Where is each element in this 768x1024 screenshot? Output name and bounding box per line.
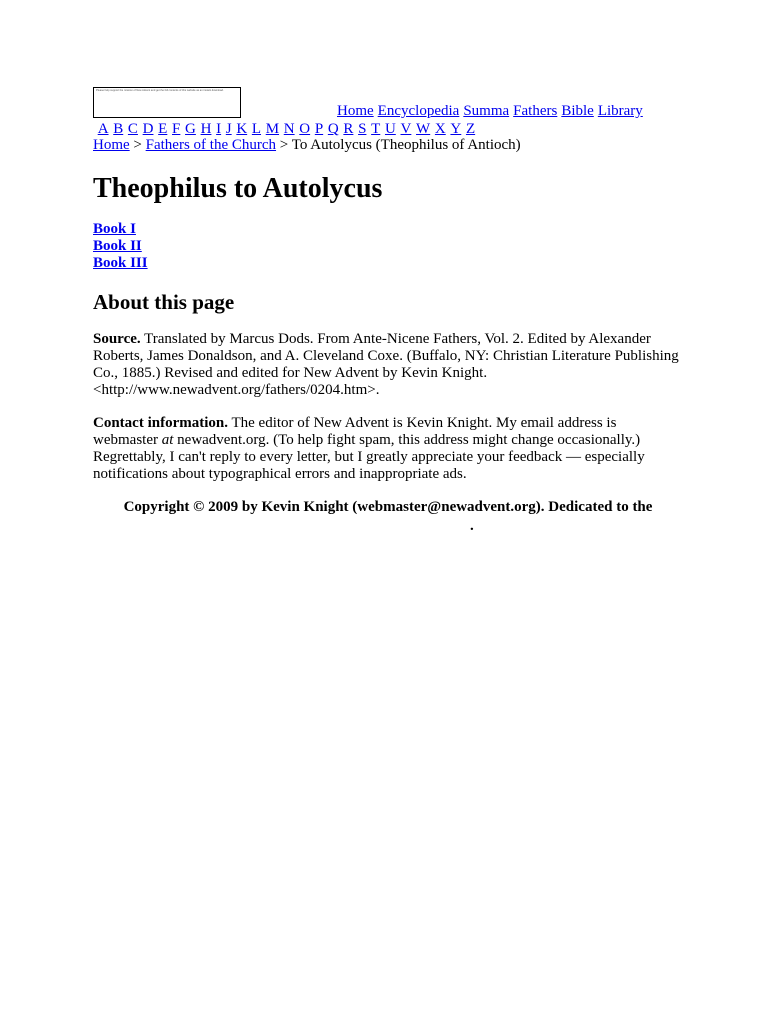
book-list <box>93 221 148 272</box>
breadcrumb <box>93 137 521 154</box>
nav-encyclopedia-link[interactable]: Encyclopedia <box>377 103 460 119</box>
alphabet-link-n[interactable]: N <box>283 121 295 137</box>
source-label: Source. <box>93 331 141 347</box>
alphabet-link-t[interactable]: T <box>371 121 381 137</box>
alphabet-link-z[interactable]: Z <box>465 121 476 137</box>
about-heading: About this page <box>93 290 235 314</box>
nav-library-link[interactable]: Library <box>597 103 643 119</box>
contact-label: Contact information. <box>93 415 228 431</box>
alphabet-index <box>93 121 475 138</box>
nav-bible-link[interactable]: Bible <box>561 103 594 119</box>
alphabet-link-u[interactable]: U <box>384 121 396 137</box>
alphabet-link-p[interactable]: P <box>314 121 324 137</box>
copyright-end: . <box>470 518 474 534</box>
alphabet-link-s[interactable]: S <box>358 121 367 137</box>
alphabet-link-r[interactable]: R <box>343 121 354 137</box>
contact-paragraph <box>93 415 683 483</box>
contact-text-2: newadvent.org. (To help fight spam, this address might change occasionally.) Regrettably, I can't reply to every letter, but I greatly appreciate your feedback — especially notifications about typographical errors and inappropriate ads. <box>93 432 645 482</box>
alphabet-link-q[interactable]: Q <box>327 121 339 137</box>
alphabet-link-g[interactable]: G <box>185 121 196 137</box>
nav-summa-link[interactable]: Summa <box>463 103 510 119</box>
site-logo-box[interactable] <box>93 87 241 118</box>
logo-tiny-text: Please help support the mission of New Advent and get the full contents of this website as an instant download. <box>96 89 224 92</box>
alphabet-link-f[interactable]: F <box>172 121 181 137</box>
alphabet-link-i[interactable]: I <box>216 121 222 137</box>
alphabet-link-b[interactable]: B <box>113 121 124 137</box>
alphabet-link-l[interactable]: L <box>251 121 262 137</box>
alphabet-link-x[interactable]: X <box>434 121 446 137</box>
alphabet-link-e[interactable]: E <box>158 121 168 137</box>
breadcrumb-separator: > <box>276 137 292 153</box>
source-text: Translated by Marcus Dods. From Ante-Nicene Fathers, Vol. 2. Edited by Alexander Roberts, James Donaldson, and A. Cleveland Coxe. (Buffalo, NY: Christian Literature Publishing Co., 1885.) Revised and edited for New Advent by Kevin Knight. <http://www.newadvent.org/fathers/0204.htm>. <box>93 331 679 398</box>
alphabet-link-j[interactable]: J <box>225 121 232 137</box>
alphabet-link-m[interactable]: M <box>265 121 280 137</box>
source-paragraph <box>93 331 683 399</box>
alphabet-link-a[interactable]: A <box>97 121 109 137</box>
page-title: Theophilus to Autolycus <box>93 173 383 204</box>
book-link-1[interactable]: Book I <box>93 221 136 237</box>
nav-home-link[interactable]: Home <box>337 103 374 119</box>
top-nav <box>333 103 643 120</box>
breadcrumb-current: To Autolycus (Theophilus of Antioch) <box>291 137 521 153</box>
alphabet-link-v[interactable]: V <box>400 121 412 137</box>
alphabet-link-y[interactable]: Y <box>450 121 462 137</box>
breadcrumb-separator: > <box>129 137 146 153</box>
alphabet-link-o[interactable]: O <box>299 121 311 137</box>
alphabet-link-w[interactable]: W <box>416 121 431 137</box>
copyright-notice: Copyright © 2009 by Kevin Knight (webmaster@newadvent.org). Dedicated to the <box>123 499 653 515</box>
alphabet-link-c[interactable]: C <box>127 121 138 137</box>
book-link-3[interactable]: Book III <box>93 255 148 271</box>
alphabet-link-h[interactable]: H <box>200 121 212 137</box>
contact-at: at <box>161 432 174 448</box>
nav-fathers-link[interactable]: Fathers <box>513 103 558 119</box>
contact-text-1: The editor of New Advent is Kevin Knight. My email address is webmaster <box>93 415 617 448</box>
breadcrumb-home-link[interactable]: Home <box>93 137 130 153</box>
alphabet-link-k[interactable]: K <box>236 121 248 137</box>
book-link-2[interactable]: Book II <box>93 238 142 254</box>
alphabet-link-d[interactable]: D <box>142 121 154 137</box>
breadcrumb-fathers-link[interactable]: Fathers of the Church <box>145 137 277 153</box>
